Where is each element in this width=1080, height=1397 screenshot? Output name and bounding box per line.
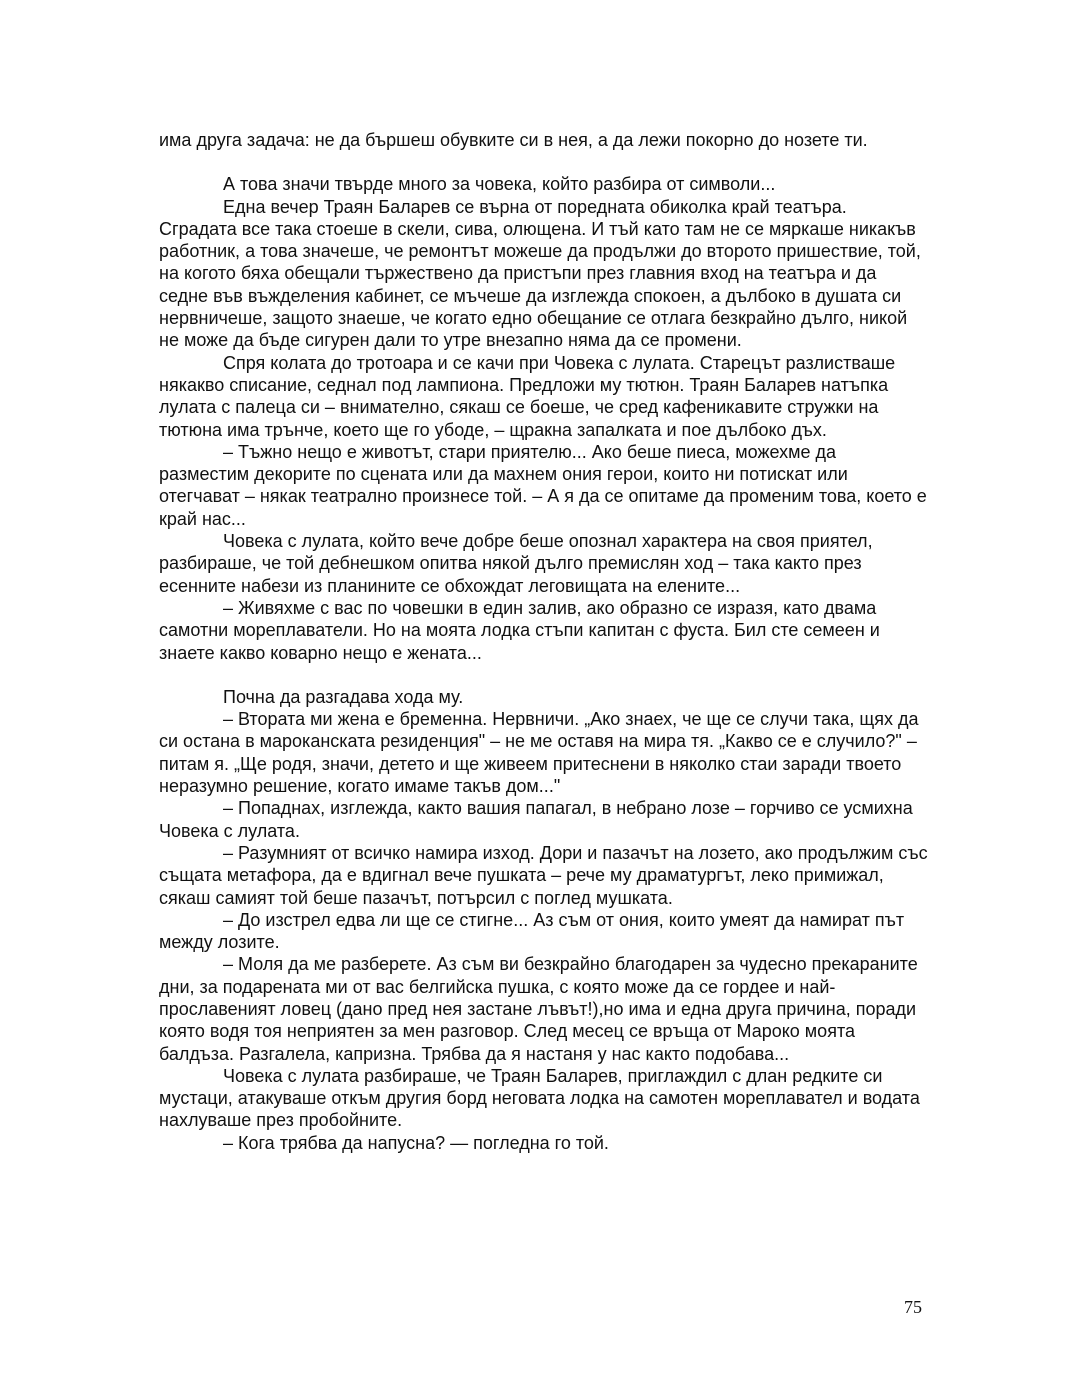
paragraph-gap	[159, 151, 929, 173]
paragraph-7: – Живяхме с вас по човешки в един залив, ако образно се изразя, като двама самотни мореплаватели. Но на моята лодка стъпи капитан с фуста. Бил сте семеен и знаете какво коварно нещо е жената...	[159, 597, 880, 663]
paragraph-11: – Разумният от всичко намира изход. Дори и пазачът на лозето, ако продължим със същата метафора, да е вдигнал вече пушката – рече му драматургът, леко примижал, сякаш самият той беше пазачът, потърсил с поглед мушката.	[159, 842, 928, 908]
paragraph-15: – Кога трябва да напусна? — погледна го той.	[223, 1132, 609, 1153]
paragraph-1: има друга задача: не да бършеш обувките си в нея, а да лежи покорно до нозете ти.	[159, 130, 868, 150]
paragraph-4: Спря колата до тротоара и се качи при Човека с лулата. Старецът разлистваше някакво списание, седнал под лампиона. Предложи му тютюн. Траян Баларев натъпка лулата с палеца си – внимателно, сякаш се боеше, че сред кафеникавите стружки на тютюна има трънче, което ще го убоде, – щракна запалката и пое дълбоко дъх.	[159, 352, 896, 440]
paragraph-6: Човека с лулата, който вече добре беше опознал характера на своя приятел, разбираше, че той дебнешком опитва някой дълго премислян ход – така както през есенните набези из планините се обхождат леговищата на елените...	[159, 531, 873, 596]
paragraph-5: – Тъжно нещо е животът, стари приятелю... Ако беше пиеса, можехме да разместим декорите по сцената или да махнем ония герои, които ни потискат или отегчават – някак театрално произнесе той. – А я да се опитаме да променим това, което е край нас...	[159, 441, 927, 529]
paragraph-9: – Втората ми жена е бременна. Нервничи. „Ако знаех, че ще се случи така, щях да си остана в мароканската резиденция" – не ме оставя на мира тя. „Какво се е случило?" – питам я. „Ще родя, значи, детето и ще живеем притеснени в няколко стаи заради твоето неразумно решение, когато имаме такъв дом..."	[159, 709, 919, 797]
paragraph-8: Почна да разгадава хода му.	[223, 686, 464, 707]
page-number: 75	[904, 1297, 922, 1317]
paragraph-14: Човека с лулата разбираше, че Траян Баларев, приглаждил с длан редките си мустаци, атакуваше откъм другия борд неговата лодка на самотен мореплавател и водата нахлуваше през пробойните.	[159, 1065, 920, 1131]
paragraph-3: Една вечер Траян Баларев се върна от поредната обиколка край театъра. Сградата все така стоеше в скели, сива, олющена. И тъй като там не се мяркаше никакъв работник, а това значеше, че ремонтът можеше да продължи до второто пришествие, той, на когото бяха обещали тържествено да пристъпи през главния вход на театъра и да седне във въжделения кабинет, се мъчеше да изглежда спокоен, а дълбоко в душата си нервничеше, защото знаеше, че когато едно обещание се отлага безкрайно дълго, никой не може да бъде сигурен дали то утре внезапно няма да се промени.	[159, 196, 921, 351]
paragraph-10: – Попаднах, изглежда, както вашия папагал, в небрано лозе – горчиво се усмихна Човека с лулата.	[159, 798, 913, 841]
paragraph-2: А това значи твърде много за човека, който разбира от символи...	[223, 174, 776, 195]
page-body	[159, 129, 929, 1154]
paragraph-gap	[159, 664, 929, 686]
paragraph-12: – До изстрел едва ли ще се стигне... Аз съм от ония, които умеят да намират път между лозите.	[159, 909, 905, 953]
paragraph-13: – Моля да ме разберете. Аз съм ви безкрайно благодарен за чудесно прекараните дни, за подарената ми от вас белгийска пушка, с която може да се гордее и най-прославеният ловец (дано пред нея застане лъвът!),но има и една друга причина, поради която водя тоя неприятен за мен разговор. След месец се връща от Мароко моята балдъза. Разгалела, капризна. Трябва да я настаня у нас както подобава...	[159, 954, 918, 1064]
